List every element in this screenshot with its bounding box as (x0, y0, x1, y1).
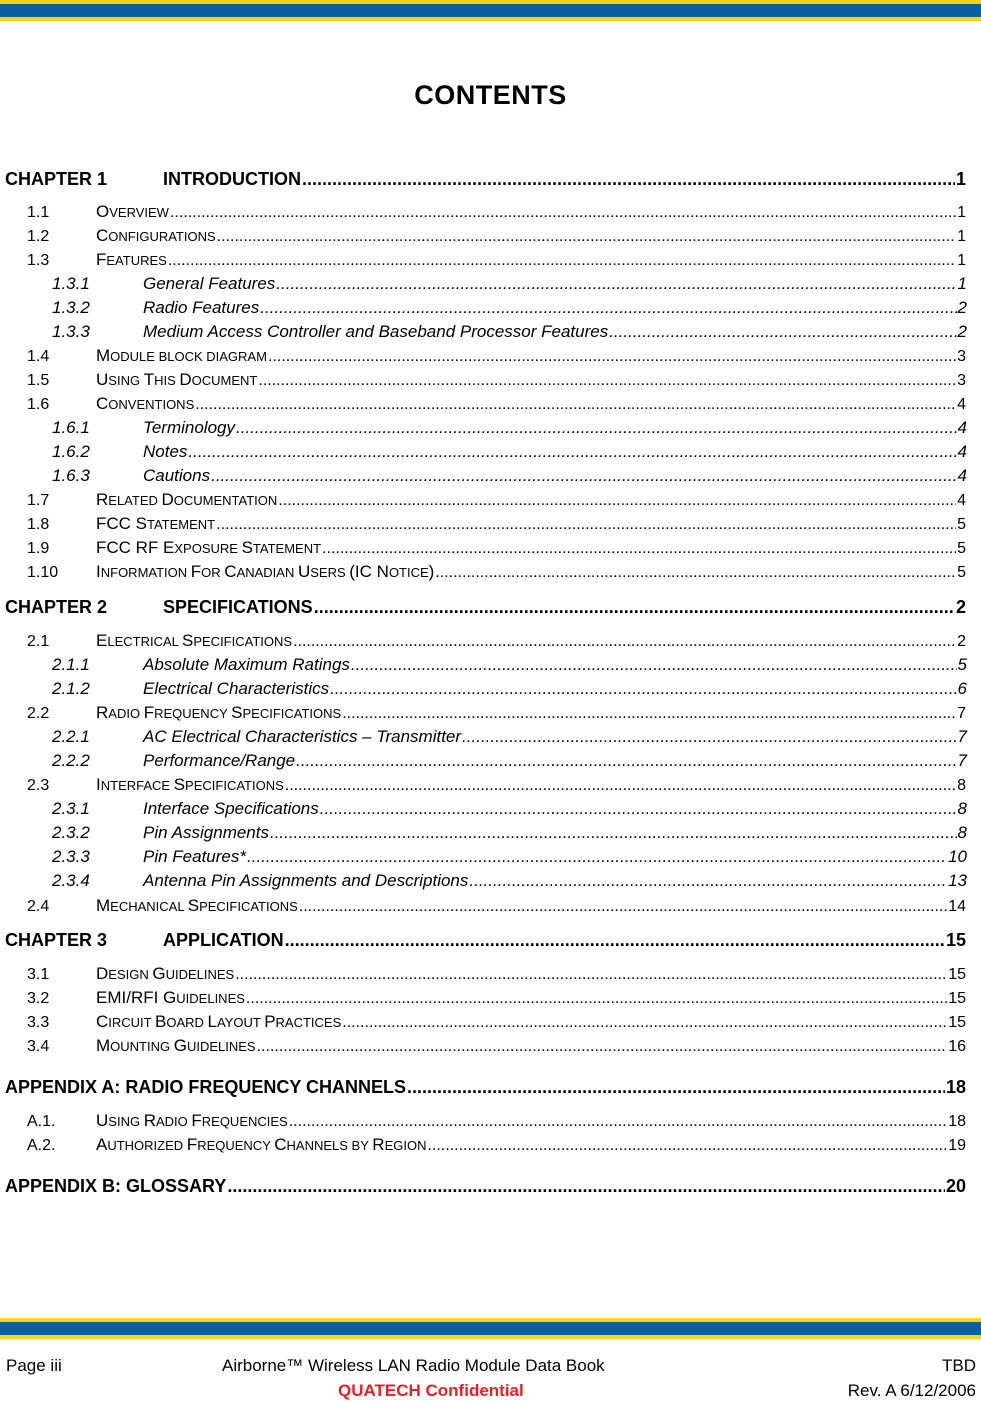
toc-entry-number: 2.4 (27, 898, 50, 915)
toc-section-entry[interactable] (27, 226, 966, 246)
toc-section-entry[interactable] (27, 896, 966, 916)
toc-entry-title: Pin Assignments (143, 823, 269, 842)
toc-section-entry[interactable] (27, 631, 966, 651)
toc-entry-title: APPENDIX B: GLOSSARY (5, 1176, 227, 1196)
toc-page-number: 2 (957, 298, 967, 317)
toc-section-entry[interactable] (27, 250, 966, 270)
toc-entry-title: AUTHORIZED FREQUENCY CHANNELS BY REGION (96, 1135, 427, 1154)
toc-page-number: 4 (957, 466, 967, 485)
toc-entry-title: Absolute Maximum Ratings (143, 655, 350, 674)
toc-section-entry[interactable] (27, 1111, 966, 1131)
toc-subsection-entry[interactable] (52, 799, 967, 819)
toc-subsection-entry[interactable] (52, 298, 967, 318)
footer-document-title: Airborne™ Wireless LAN Radio Module Data Book (222, 1356, 605, 1375)
toc-entry-title: ELECTRICAL SPECIFICATIONS (96, 631, 293, 650)
toc-page-number: 5 (957, 540, 966, 557)
toc-subsection-entry[interactable] (52, 679, 967, 699)
toc-entry-number: 1.8 (27, 516, 50, 533)
toc-section-entry[interactable] (27, 346, 966, 366)
toc-entry-number: 1.6.2 (52, 442, 90, 461)
toc-dot-leader (293, 633, 956, 651)
toc-dot-leader (235, 966, 947, 984)
toc-entry-title: Electrical Characteristics (143, 679, 330, 698)
toc-entry-title: DESIGN GUIDELINES (96, 964, 235, 983)
toc-page-number: 7 (957, 751, 967, 770)
toc-entry-number: CHAPTER 2 (5, 597, 108, 617)
toc-entry-number: 2.3.3 (52, 847, 90, 866)
toc-dot-leader (285, 777, 956, 795)
toc-chapter-entry[interactable] (5, 930, 966, 951)
toc-dot-leader (258, 372, 956, 390)
toc-dot-leader (330, 679, 956, 699)
toc-section-entry[interactable] (27, 1135, 966, 1155)
toc-page-number: 14 (948, 898, 966, 915)
toc-chapter-entry[interactable] (5, 1077, 966, 1098)
toc-entry-number: 2.1.2 (52, 679, 90, 698)
toc-entry-number: 1.2 (27, 228, 50, 245)
toc-dot-leader (276, 274, 956, 294)
toc-page-number: 1 (957, 204, 966, 221)
toc-entry-title: FEATURES (96, 250, 167, 269)
toc-dot-leader (247, 847, 947, 867)
toc-subsection-entry[interactable] (52, 466, 967, 486)
toc-entry-number: 2.3.2 (52, 823, 90, 842)
toc-page-number: 20 (945, 1176, 966, 1196)
toc-page-number: 5 (957, 655, 967, 674)
toc-subsection-entry[interactable] (52, 847, 967, 867)
toc-page-number: 7 (957, 705, 966, 722)
toc-entry-number: 1.6.3 (52, 466, 90, 485)
toc-entry-number: 2.1.1 (52, 655, 90, 674)
toc-entry-title: OVERVIEW (96, 202, 169, 221)
toc-subsection-entry[interactable] (52, 823, 967, 843)
toc-entry-title: FCC STATEMENT (96, 514, 216, 533)
toc-entry-number: CHAPTER 1 (5, 169, 108, 189)
toc-entry-title: General Features (143, 274, 276, 293)
toc-section-entry[interactable] (27, 964, 966, 984)
toc-subsection-entry[interactable] (52, 274, 967, 294)
toc-entry-title: Terminology (143, 418, 235, 437)
toc-section-entry[interactable] (27, 490, 966, 510)
toc-dot-leader (320, 799, 957, 819)
toc-page-number: 4 (957, 492, 966, 509)
toc-entry-number: 3.1 (27, 966, 50, 983)
toc-page-number: 15 (945, 930, 966, 950)
toc-dot-leader (469, 871, 947, 891)
toc-entry-number: 2.1 (27, 633, 50, 650)
toc-dot-leader (342, 705, 956, 723)
toc-entry-title: MODULE BLOCK DIAGRAM (96, 346, 267, 365)
toc-page-number: 4 (957, 442, 967, 461)
toc-dot-leader (322, 540, 956, 558)
toc-entry-number: 1.9 (27, 540, 50, 557)
toc-page-number: 5 (957, 516, 966, 533)
toc-entry-number: A.2. (27, 1137, 56, 1154)
toc-entry-number: 2.2.1 (52, 727, 90, 746)
toc-dot-leader (435, 564, 956, 582)
toc-dot-leader (211, 466, 956, 486)
toc-entry-number: 1.6 (27, 396, 50, 413)
toc-dot-leader (170, 204, 956, 222)
toc-dot-leader (227, 1176, 945, 1197)
toc-page-number: 1 (955, 169, 966, 189)
toc-page-number: 2 (957, 322, 967, 341)
toc-entry-title: Medium Access Controller and Baseband Processor Features (143, 322, 609, 341)
toc-dot-leader (195, 396, 956, 414)
toc-entry-number: 2.3 (27, 777, 50, 794)
toc-dot-leader (299, 898, 947, 916)
toc-page-number: 3 (957, 372, 966, 389)
toc-entry-number: 1.6.1 (52, 418, 90, 437)
toc-entry-title: RELATED DOCUMENTATION (96, 490, 278, 509)
toc-subsection-entry[interactable] (52, 751, 967, 771)
toc-dot-leader (314, 597, 955, 618)
toc-entry-title: Performance/Range (143, 751, 296, 770)
toc-dot-leader (609, 322, 956, 342)
toc-entry-number: 1.7 (27, 492, 50, 509)
toc-entry-number: 1.5 (27, 372, 50, 389)
toc-section-entry[interactable] (27, 202, 966, 222)
toc-page-number: 15 (948, 990, 966, 1007)
toc-entry-title: Antenna Pin Assignments and Descriptions (143, 871, 469, 890)
toc-page-number: 8 (957, 799, 967, 818)
toc-entry-number: 1.3.2 (52, 298, 90, 317)
toc-entry-title: INTRODUCTION (163, 169, 301, 189)
toc-dot-leader (270, 823, 957, 843)
footer-rule (0, 1318, 981, 1339)
toc-page-number: 7 (957, 727, 967, 746)
footer-page-number: Page iii (6, 1356, 62, 1375)
toc-dot-leader (257, 1038, 948, 1056)
footer-status: TBD (942, 1356, 976, 1375)
toc-entry-number: 2.2 (27, 705, 50, 722)
toc-subsection-entry[interactable] (52, 727, 967, 747)
toc-dot-leader (168, 252, 956, 270)
toc-dot-leader (427, 1137, 947, 1155)
toc-entry-number: 2.3.4 (52, 871, 90, 890)
toc-page-number: 2 (957, 633, 966, 650)
toc-chapter-entry[interactable] (5, 597, 966, 618)
toc-dot-leader (351, 655, 957, 675)
toc-entry-title: APPLICATION (163, 930, 284, 950)
toc-page-number: 10 (948, 847, 967, 866)
footer-confidential-notice: QUATECH Confidential (338, 1381, 524, 1400)
toc-entry-title: EMI/RFI GUIDELINES (96, 988, 245, 1007)
toc-page-number: 1 (957, 252, 966, 269)
page-title: CONTENTS (414, 80, 567, 110)
toc-dot-leader (236, 418, 957, 438)
toc-page-number: 2 (955, 597, 966, 617)
toc-entry-number: 2.3.1 (52, 799, 90, 818)
toc-entry-title: MOUNTING GUIDELINES (96, 1036, 256, 1055)
toc-entry-title: RADIO FREQUENCY SPECIFICATIONS (96, 703, 342, 722)
toc-page-number: 18 (945, 1077, 966, 1097)
toc-entry-number: 1.3.1 (52, 274, 90, 293)
toc-entry-number: 1.4 (27, 348, 50, 365)
toc-section-entry[interactable] (27, 370, 966, 390)
toc-page-number: 15 (948, 966, 966, 983)
toc-entry-number: 3.4 (27, 1038, 50, 1055)
toc-page-number: 15 (948, 1014, 966, 1031)
toc-dot-leader (289, 1113, 947, 1131)
toc-subsection-entry[interactable] (52, 442, 967, 462)
toc-dot-leader (188, 442, 956, 462)
toc-entry-number: 1.3.3 (52, 322, 90, 341)
toc-page-number: 1 (957, 228, 966, 245)
toc-dot-leader (278, 492, 956, 510)
toc-page-number: 3 (957, 348, 966, 365)
toc-subsection-entry[interactable] (52, 322, 967, 342)
toc-entry-title: USING RADIO FREQUENCIES (96, 1111, 288, 1130)
toc-dot-leader (268, 348, 956, 366)
toc-dot-leader (296, 751, 956, 771)
toc-page-number: 4 (957, 396, 966, 413)
toc-page-number: 8 (957, 777, 966, 794)
toc-entry-title: USING THIS DOCUMENT (96, 370, 258, 389)
toc-page-number: 5 (957, 564, 966, 581)
toc-entry-title: Cautions (143, 466, 211, 485)
toc-section-entry[interactable] (27, 538, 966, 558)
toc-section-entry[interactable] (27, 1012, 966, 1032)
toc-dot-leader (285, 930, 945, 951)
header-rule (0, 0, 981, 21)
toc-entry-title: AC Electrical Characteristics – Transmitter (143, 727, 462, 746)
toc-chapter-entry[interactable] (5, 169, 966, 190)
toc-section-entry[interactable] (27, 514, 966, 534)
toc-entry-title: Radio Features (143, 298, 260, 317)
toc-section-entry[interactable] (27, 703, 966, 723)
toc-page-number: 6 (957, 679, 967, 698)
toc-page-number: 1 (957, 274, 967, 293)
toc-entry-title: CONVENTIONS (96, 394, 195, 413)
toc-subsection-entry[interactable] (52, 418, 967, 438)
toc-entry-title: Pin Features* (143, 847, 246, 866)
toc-page-number: 13 (948, 871, 967, 890)
toc-dot-leader (246, 990, 947, 1008)
toc-section-entry[interactable] (27, 775, 966, 795)
toc-dot-leader (342, 1014, 947, 1032)
toc-entry-number: 1.3 (27, 252, 50, 269)
toc-entry-title: INTERFACE SPECIFICATIONS (96, 775, 284, 794)
toc-entry-title: Notes (143, 442, 188, 461)
toc-section-entry[interactable] (27, 988, 966, 1008)
toc-page-number: 19 (948, 1137, 966, 1154)
toc-entry-title: INFORMATION FOR CANADIAN USERS (IC NOTICE) (96, 562, 435, 581)
toc-entry-title: MECHANICAL SPECIFICATIONS (96, 896, 298, 915)
toc-page-number: 18 (948, 1113, 966, 1130)
toc-entry-number: 1.10 (27, 564, 59, 581)
toc-subsection-entry[interactable] (52, 655, 967, 675)
toc-entry-number: 3.3 (27, 1014, 50, 1031)
toc-entry-number: A.1. (27, 1113, 56, 1130)
toc-dot-leader (216, 516, 956, 534)
toc-page-number: 4 (957, 418, 967, 437)
footer-revision: Rev. A 6/12/2006 (847, 1381, 976, 1400)
toc-dot-leader (407, 1077, 945, 1098)
toc-entry-number: 3.2 (27, 990, 50, 1007)
toc-entry-title: SPECIFICATIONS (163, 597, 313, 617)
toc-dot-leader (217, 228, 956, 246)
toc-entry-number: 2.2.2 (52, 751, 90, 770)
toc-entry-number: 1.1 (27, 204, 50, 221)
toc-page-number: 16 (948, 1038, 966, 1055)
toc-chapter-entry[interactable] (5, 1176, 966, 1197)
toc-subsection-entry[interactable] (52, 871, 967, 891)
toc-entry-title: FCC RF EXPOSURE STATEMENT (96, 538, 322, 557)
toc-entry-title: APPENDIX A: RADIO FREQUENCY CHANNELS (5, 1077, 407, 1097)
toc-dot-leader (302, 169, 955, 190)
toc-section-entry[interactable] (27, 562, 966, 582)
toc-section-entry[interactable] (27, 394, 966, 414)
toc-section-entry[interactable] (27, 1036, 966, 1056)
toc-page-number: 8 (957, 823, 967, 842)
toc-entry-title: CIRCUIT BOARD LAYOUT PRACTICES (96, 1012, 342, 1031)
toc-entry-number: CHAPTER 3 (5, 930, 108, 950)
toc-entry-title: CONFIGURATIONS (96, 226, 216, 245)
toc-dot-leader (462, 727, 956, 747)
toc-entry-title: Interface Specifications (143, 799, 319, 818)
toc-dot-leader (260, 298, 956, 318)
